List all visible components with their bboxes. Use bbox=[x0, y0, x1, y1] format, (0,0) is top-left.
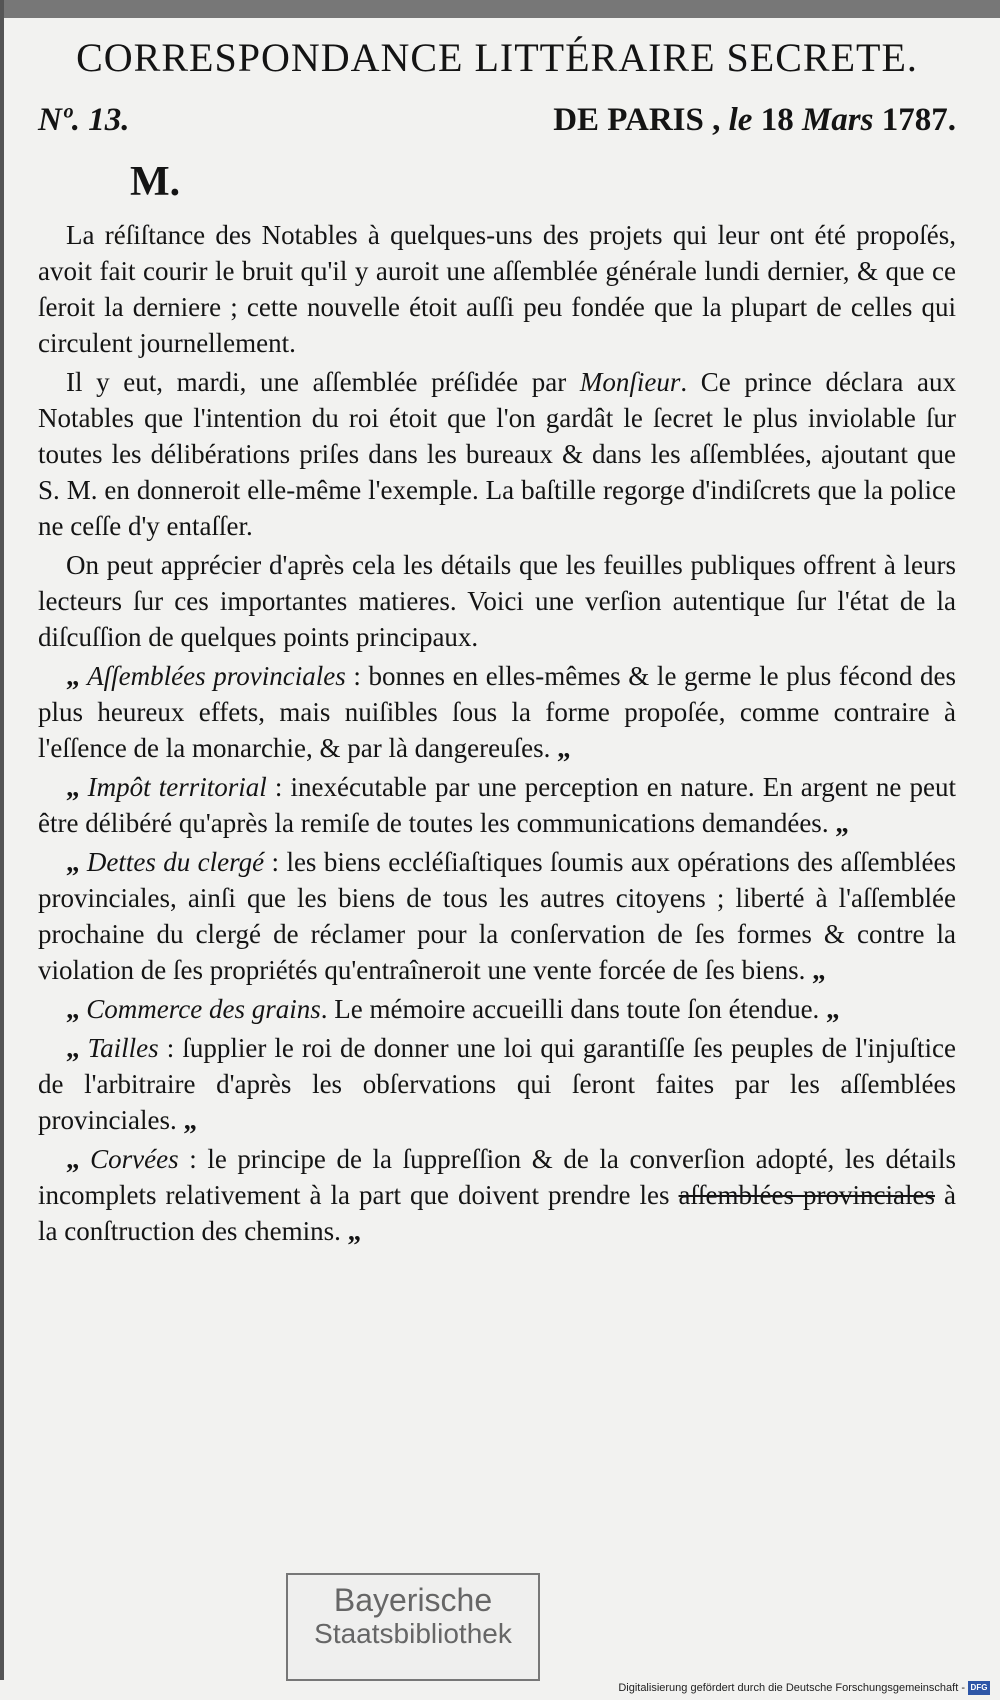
item-grain-commerce bbox=[38, 991, 956, 1027]
item-text-before-strike: le principe de la ſuppreſſion & de la converſion adopté, les détails incomplets relativement à la part que doivent prendre les bbox=[38, 1144, 956, 1210]
dateline-prefix: DE PARIS , bbox=[553, 102, 729, 138]
scan-top-edge bbox=[0, 0, 1000, 18]
item-text-after-strike: à la conſtruction des chemins. bbox=[38, 1180, 956, 1246]
paragraph-assembly-secret-start: Il y eut, mardi, une aſſemblée préſidée par bbox=[66, 367, 580, 397]
item-separator: : bbox=[266, 772, 291, 802]
item-text: inexécutable par une perception en nature. En argent ne peut être délibéré qu'après la remiſe de toutes les communications demandées. bbox=[38, 772, 956, 838]
item-topic: Dettes du clergé bbox=[86, 847, 265, 877]
opening-quote-mark: „ bbox=[66, 1033, 88, 1063]
paragraph-public-sheets: On peut apprécier d'après cela les détails que les feuilles publiques offrent à leurs lecteurs ſur ces importantes matieres. Voici une verſion autentique ſur l'état de la diſcuſſion de quelques points principaux. bbox=[38, 550, 956, 652]
stamp-line-1: Bayerische bbox=[333, 1582, 493, 1618]
dateline-year: 1787. bbox=[873, 102, 956, 138]
item-topic: Corvées bbox=[90, 1144, 179, 1174]
closing-quote-mark: „ bbox=[550, 733, 571, 763]
document-content bbox=[38, 34, 956, 1249]
item-topic: Commerce des grains bbox=[86, 994, 321, 1024]
issue-dateline-row bbox=[38, 104, 956, 137]
dateline-month: Mars bbox=[801, 102, 874, 138]
closing-quote-mark: „ bbox=[340, 1216, 362, 1246]
item-text: ſupplier le roi de donner une loi qui garantiſſe ſes peuples de l'injuſtice de l'arbitraire d'après les obſervations qui ſeront faites par les aſſemblées provinciales. bbox=[38, 1033, 957, 1135]
closing-quote-mark: „ bbox=[176, 1105, 197, 1135]
library-stamp bbox=[286, 1573, 540, 1681]
paragraph-notables-resistance: La réſiſtance des Notables à quelques-uns des projets qui leur ont été propoſés, avoit fait courir le bruit qu'il y auroit une aſſemblée générale lundi dernier, & que ce ſeroit la derniere ; cette nouvelle étoit auſſi peu fondée que la plupart de celles qui circulent journellement. bbox=[38, 220, 956, 358]
opening-quote-mark: „ bbox=[66, 1144, 91, 1174]
stamp-line-2: Staatsbibliothek bbox=[314, 1618, 512, 1649]
item-separator: : bbox=[158, 1033, 183, 1063]
paragraph-assembly-secret-end: . Ce prince déclara aux Notables que l'intention du roi étoit que l'on gardât le ſecret le plus inviolable ſur toutes les délibérations priſes dans les bureaux & dans les aſſemblées, ajoutant que S. M. en donneroit elle-même l'exemple. La baſtille regorge d'indiſcrets que la police ne ceſſe d'y entaſſer. bbox=[38, 367, 956, 541]
item-separator: . bbox=[320, 994, 335, 1024]
item-topic: Tailles bbox=[87, 1033, 159, 1063]
dateline-le: le bbox=[728, 102, 753, 138]
item-text: Le mémoire accueilli dans toute ſon étendue. bbox=[334, 994, 820, 1024]
item-topic: Impôt territorial bbox=[87, 772, 267, 802]
scan-left-edge bbox=[0, 0, 4, 1680]
opening-quote-mark: „ bbox=[66, 847, 87, 877]
digitization-footer bbox=[618, 1681, 990, 1695]
struck-text: aſſemblées provinciales bbox=[678, 1180, 935, 1210]
item-provincial-assemblies bbox=[38, 658, 956, 766]
item-separator: : bbox=[178, 1144, 208, 1174]
monsieur-name: Monſieur bbox=[579, 367, 681, 397]
closing-quote-mark: „ bbox=[828, 808, 849, 838]
dateline-day: 18 bbox=[752, 102, 802, 138]
opening-quote-mark: „ bbox=[66, 661, 88, 691]
item-separator: : bbox=[264, 847, 287, 877]
dateline bbox=[553, 104, 956, 137]
item-tailles bbox=[38, 1030, 956, 1138]
opening-quote-mark: „ bbox=[66, 772, 88, 802]
item-topic: Aſſemblées provinciales bbox=[87, 661, 346, 691]
document-title: CORRESPONDANCE LITTÉRAIRE SECRETE. bbox=[76, 35, 918, 80]
item-separator: : bbox=[345, 661, 369, 691]
document-body bbox=[38, 217, 956, 1249]
issue-number: Nº. 13. bbox=[38, 102, 130, 138]
digitization-credit: Digitalisierung gefördert durch die Deutsche Forschungsgemeinschaft - bbox=[618, 1682, 965, 1694]
item-land-tax bbox=[38, 769, 956, 841]
paragraph-assembly-secret bbox=[38, 364, 956, 544]
item-clergy-debts bbox=[38, 844, 956, 988]
item-text: bonnes en elles-mêmes & le germe le plus fécond des plus heureux effets, mais nuiſibles ſous la forme propoſée, comme contraire à l'eſſence de la monarchie, & par là dangereuſes. bbox=[38, 661, 956, 763]
dfg-logo: DFG bbox=[968, 1681, 990, 1695]
item-text: les biens eccléſiaſtiques ſoumis aux opérations des aſſemblées provinciales, ainſi que les biens de tous les autres citoyens ; liberté à l'aſſemblée prochaine du clergé de réclamer pour la conſervation de ſes formes & contre la violation de ſes propriétés qu'entraîneroit une vente forcée de ſes biens. bbox=[38, 847, 957, 985]
closing-quote-mark: „ bbox=[819, 994, 840, 1024]
salutation-initial: M. bbox=[130, 159, 181, 205]
opening-quote-mark: „ bbox=[66, 994, 87, 1024]
closing-quote-mark: „ bbox=[805, 955, 826, 985]
item-corvees bbox=[38, 1141, 956, 1249]
